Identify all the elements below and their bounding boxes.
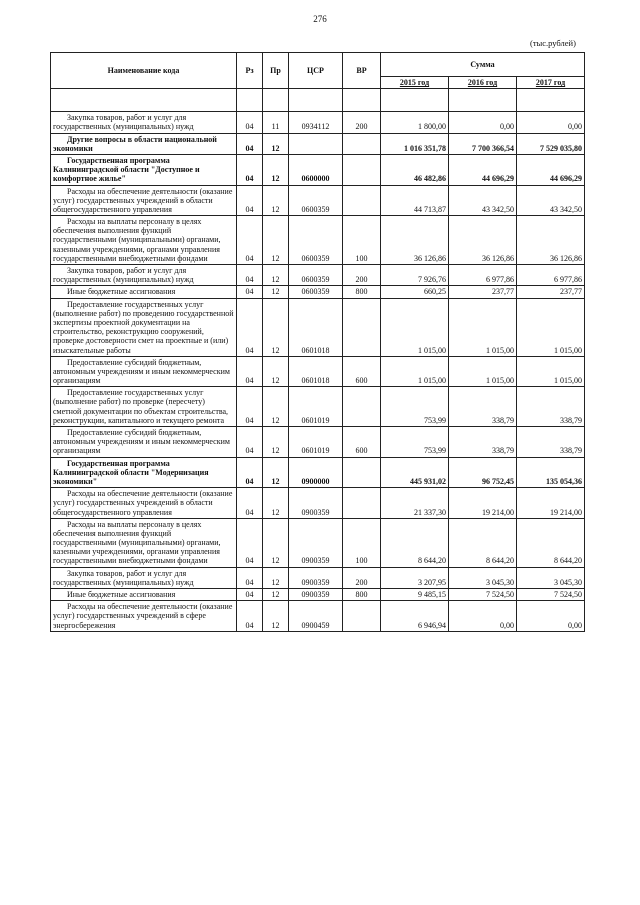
row-2016: 36 126,86 bbox=[449, 216, 517, 265]
row-rz: 04 bbox=[237, 356, 263, 387]
col-header-rz: Рз bbox=[237, 53, 263, 89]
table-row bbox=[51, 387, 585, 427]
row-pr: 12 bbox=[263, 286, 289, 298]
row-rz: 04 bbox=[237, 286, 263, 298]
row-pr: 12 bbox=[263, 133, 289, 154]
budget-table bbox=[50, 52, 585, 632]
row-name bbox=[51, 154, 237, 185]
table-row bbox=[51, 185, 585, 216]
row-2015: 1 015,00 bbox=[381, 298, 449, 356]
table-body bbox=[51, 89, 585, 632]
table-row bbox=[51, 601, 585, 632]
row-vr bbox=[343, 488, 381, 519]
row-2015: 7 926,76 bbox=[381, 265, 449, 286]
row-2015: 3 207,95 bbox=[381, 567, 449, 588]
row-vr bbox=[343, 154, 381, 185]
row-name-text: Закупка товаров, работ и услуг для государственных (муниципальных) нужд bbox=[53, 113, 194, 132]
row-rz: 04 bbox=[237, 589, 263, 601]
row-2015: 36 126,86 bbox=[381, 216, 449, 265]
col-header-2017: 2017 год bbox=[517, 77, 585, 89]
row-vr bbox=[343, 185, 381, 216]
row-name bbox=[51, 427, 237, 458]
row-2016: 1 015,00 bbox=[449, 298, 517, 356]
row-vr bbox=[343, 601, 381, 632]
row-name-text: Предоставление государственных услуг (выполнение работ) по проведению государственной экспертизы проектной документации на строительство, реконструкцию сооружений, проверке достоверности смет на проектные и (или) изыскательные работы bbox=[53, 299, 234, 355]
row-rz: 04 bbox=[237, 154, 263, 185]
row-pr: 12 bbox=[263, 216, 289, 265]
row-csr: 0601019 bbox=[289, 387, 343, 427]
row-name bbox=[51, 265, 237, 286]
row-2016: 1 015,00 bbox=[449, 356, 517, 387]
row-2015: 753,99 bbox=[381, 387, 449, 427]
row-pr: 11 bbox=[263, 112, 289, 133]
col-header-2016: 2016 год bbox=[449, 77, 517, 89]
row-pr: 12 bbox=[263, 154, 289, 185]
row-2016: 8 644,20 bbox=[449, 518, 517, 567]
row-2017: 338,79 bbox=[517, 427, 585, 458]
row-2017: 44 696,29 bbox=[517, 154, 585, 185]
page-number: 276 bbox=[313, 14, 327, 24]
row-2015: 660,25 bbox=[381, 286, 449, 298]
units-note: (тыс.рублей) bbox=[530, 38, 576, 48]
row-2015: 46 482,86 bbox=[381, 154, 449, 185]
row-2017: 0,00 bbox=[517, 112, 585, 133]
row-2017: 8 644,20 bbox=[517, 518, 585, 567]
row-name bbox=[51, 185, 237, 216]
row-2016: 6 977,86 bbox=[449, 265, 517, 286]
row-vr: 800 bbox=[343, 589, 381, 601]
row-rz: 04 bbox=[237, 601, 263, 632]
row-2017: 19 214,00 bbox=[517, 488, 585, 519]
table-row bbox=[51, 356, 585, 387]
row-2016: 3 045,30 bbox=[449, 567, 517, 588]
col-header-vr: ВР bbox=[343, 53, 381, 89]
row-name bbox=[51, 133, 237, 154]
row-name bbox=[51, 387, 237, 427]
row-2016: 43 342,50 bbox=[449, 185, 517, 216]
row-2017: 0,00 bbox=[517, 601, 585, 632]
row-name bbox=[51, 457, 237, 488]
row-2016: 0,00 bbox=[449, 112, 517, 133]
row-pr: 12 bbox=[263, 457, 289, 488]
row-name bbox=[51, 601, 237, 632]
table-row bbox=[51, 216, 585, 265]
row-2015: 753,99 bbox=[381, 427, 449, 458]
row-name bbox=[51, 286, 237, 298]
row-vr bbox=[343, 457, 381, 488]
row-pr: 12 bbox=[263, 387, 289, 427]
row-vr: 100 bbox=[343, 518, 381, 567]
row-rz: 04 bbox=[237, 427, 263, 458]
row-name-text: Расходы на обеспечение деятельности (оказание услуг) государственных учреждений в области общегосударственного управления bbox=[53, 489, 233, 517]
row-rz: 04 bbox=[237, 567, 263, 588]
row-vr bbox=[343, 133, 381, 154]
row-csr: 0600359 bbox=[289, 185, 343, 216]
row-vr: 200 bbox=[343, 112, 381, 133]
row-vr bbox=[343, 387, 381, 427]
table-row bbox=[51, 518, 585, 567]
row-name-text: Другие вопросы в области национальной экономики bbox=[53, 134, 217, 153]
row-vr: 800 bbox=[343, 286, 381, 298]
row-vr: 200 bbox=[343, 567, 381, 588]
table-row bbox=[51, 133, 585, 154]
row-name bbox=[51, 567, 237, 588]
row-2017: 36 126,86 bbox=[517, 216, 585, 265]
row-csr: 0601018 bbox=[289, 356, 343, 387]
row-2016: 7 524,50 bbox=[449, 589, 517, 601]
row-vr: 600 bbox=[343, 356, 381, 387]
row-rz: 04 bbox=[237, 387, 263, 427]
table-row bbox=[51, 298, 585, 356]
table-row bbox=[51, 488, 585, 519]
row-pr: 12 bbox=[263, 185, 289, 216]
row-csr: 0600359 bbox=[289, 216, 343, 265]
row-2017: 135 054,36 bbox=[517, 457, 585, 488]
row-name-text: Предоставление субсидий бюджетным, автономным учреждениям и иным некоммерческим организациям bbox=[53, 357, 230, 386]
row-csr: 0601018 bbox=[289, 298, 343, 356]
row-pr: 12 bbox=[263, 567, 289, 588]
row-pr: 12 bbox=[263, 356, 289, 387]
row-name-text: Закупка товаров, работ и услуг для государственных (муниципальных) нужд bbox=[53, 568, 194, 587]
row-2017: 1 015,00 bbox=[517, 298, 585, 356]
row-name-text: Расходы на выплаты персоналу в целях обеспечения выполнения функций государственными (муниципальными) органами, казенными учреждениями, органами управления государственными внебюджетными фондами bbox=[53, 217, 221, 263]
table-row bbox=[51, 457, 585, 488]
row-rz: 04 bbox=[237, 216, 263, 265]
col-header-name: Наименование кода bbox=[51, 53, 237, 89]
row-csr: 0900359 bbox=[289, 589, 343, 601]
row-rz: 04 bbox=[237, 457, 263, 488]
row-csr: 0600359 bbox=[289, 286, 343, 298]
row-name-text: Государственная программа Калининградской области "Доступное и комфортное жилье" bbox=[53, 155, 200, 184]
row-csr: 0900359 bbox=[289, 567, 343, 588]
row-2015: 6 946,94 bbox=[381, 601, 449, 632]
row-vr: 200 bbox=[343, 265, 381, 286]
table-row bbox=[51, 286, 585, 298]
row-csr: 0900359 bbox=[289, 518, 343, 567]
row-name-text: Предоставление субсидий бюджетным, автономным учреждениям и иным некоммерческим организациям bbox=[53, 428, 230, 456]
row-2017: 1 015,00 bbox=[517, 356, 585, 387]
row-rz: 04 bbox=[237, 298, 263, 356]
row-2016: 0,00 bbox=[449, 601, 517, 632]
table-row bbox=[51, 154, 585, 185]
row-name bbox=[51, 488, 237, 519]
row-name-text: Иные бюджетные ассигнования bbox=[67, 590, 176, 599]
row-2017: 7 524,50 bbox=[517, 589, 585, 601]
row-2017: 237,77 bbox=[517, 286, 585, 298]
row-2017: 6 977,86 bbox=[517, 265, 585, 286]
row-csr: 0600359 bbox=[289, 265, 343, 286]
row-2016: 19 214,00 bbox=[449, 488, 517, 519]
row-pr: 12 bbox=[263, 601, 289, 632]
row-csr bbox=[289, 133, 343, 154]
row-2015: 445 931,02 bbox=[381, 457, 449, 488]
row-name-text: Расходы на обеспечение деятельности (оказание услуг) государственных учреждений в сфере энергосбережения bbox=[53, 602, 233, 630]
row-2017: 3 045,30 bbox=[517, 567, 585, 588]
table-row bbox=[51, 589, 585, 601]
row-2016: 44 696,29 bbox=[449, 154, 517, 185]
row-2015: 9 485,15 bbox=[381, 589, 449, 601]
row-csr: 0900000 bbox=[289, 457, 343, 488]
row-name-text: Расходы на выплаты персоналу в целях обеспечения выполнения функций государственными (муниципальными) органами, казенными учреждениями, органами управления государственными внебюджетными фондами bbox=[53, 519, 221, 566]
spacer-row bbox=[51, 89, 585, 112]
row-2016: 338,79 bbox=[449, 427, 517, 458]
row-2015: 1 015,00 bbox=[381, 356, 449, 387]
table-header bbox=[51, 53, 585, 89]
row-2016: 338,79 bbox=[449, 387, 517, 427]
row-name-text: Расходы на обеспечение деятельности (оказание услуг) государственных учреждений в области общегосударственного управления bbox=[53, 186, 233, 214]
table-row bbox=[51, 265, 585, 286]
row-name-text: Государственная программа Калининградской области "Модернизация экономики" bbox=[53, 458, 209, 486]
row-2017: 7 529 035,80 bbox=[517, 133, 585, 154]
row-name bbox=[51, 298, 237, 356]
row-vr: 600 bbox=[343, 427, 381, 458]
row-rz: 04 bbox=[237, 518, 263, 567]
row-2015: 21 337,30 bbox=[381, 488, 449, 519]
row-pr: 12 bbox=[263, 427, 289, 458]
col-header-sum: Сумма bbox=[381, 53, 585, 77]
row-rz: 04 bbox=[237, 488, 263, 519]
row-name-text: Закупка товаров, работ и услуг для государственных (муниципальных) нужд bbox=[53, 266, 194, 285]
table-row bbox=[51, 112, 585, 133]
col-header-2015: 2015 год bbox=[381, 77, 449, 89]
row-name bbox=[51, 356, 237, 387]
row-2016: 7 700 366,54 bbox=[449, 133, 517, 154]
row-name bbox=[51, 589, 237, 601]
row-vr bbox=[343, 298, 381, 356]
row-pr: 12 bbox=[263, 518, 289, 567]
row-name-text: Иные бюджетные ассигнования bbox=[67, 287, 176, 297]
table-row bbox=[51, 567, 585, 588]
table-row bbox=[51, 427, 585, 458]
row-2015: 1 800,00 bbox=[381, 112, 449, 133]
row-rz: 04 bbox=[237, 265, 263, 286]
row-rz: 04 bbox=[237, 112, 263, 133]
row-pr: 12 bbox=[263, 488, 289, 519]
row-2016: 237,77 bbox=[449, 286, 517, 298]
row-name bbox=[51, 216, 237, 265]
row-pr: 12 bbox=[263, 589, 289, 601]
col-header-csr: ЦСР bbox=[289, 53, 343, 89]
row-rz: 04 bbox=[237, 185, 263, 216]
row-csr: 0900459 bbox=[289, 601, 343, 632]
row-name bbox=[51, 518, 237, 567]
row-csr: 0600000 bbox=[289, 154, 343, 185]
row-name-text: Предоставление государственных услуг (выполнение работ) по проверке (пересчету) сметной документации по объектам строительства, реконструкции, капитального и текущего ремонта bbox=[53, 388, 229, 425]
row-2015: 1 016 351,78 bbox=[381, 133, 449, 154]
row-2017: 43 342,50 bbox=[517, 185, 585, 216]
row-csr: 0900359 bbox=[289, 488, 343, 519]
row-pr: 12 bbox=[263, 265, 289, 286]
row-2015: 8 644,20 bbox=[381, 518, 449, 567]
row-vr: 100 bbox=[343, 216, 381, 265]
row-csr: 0601019 bbox=[289, 427, 343, 458]
row-2015: 44 713,87 bbox=[381, 185, 449, 216]
col-header-pr: Пр bbox=[263, 53, 289, 89]
row-rz: 04 bbox=[237, 133, 263, 154]
row-name bbox=[51, 112, 237, 133]
row-2016: 96 752,45 bbox=[449, 457, 517, 488]
row-csr: 0934112 bbox=[289, 112, 343, 133]
row-2017: 338,79 bbox=[517, 387, 585, 427]
row-pr: 12 bbox=[263, 298, 289, 356]
